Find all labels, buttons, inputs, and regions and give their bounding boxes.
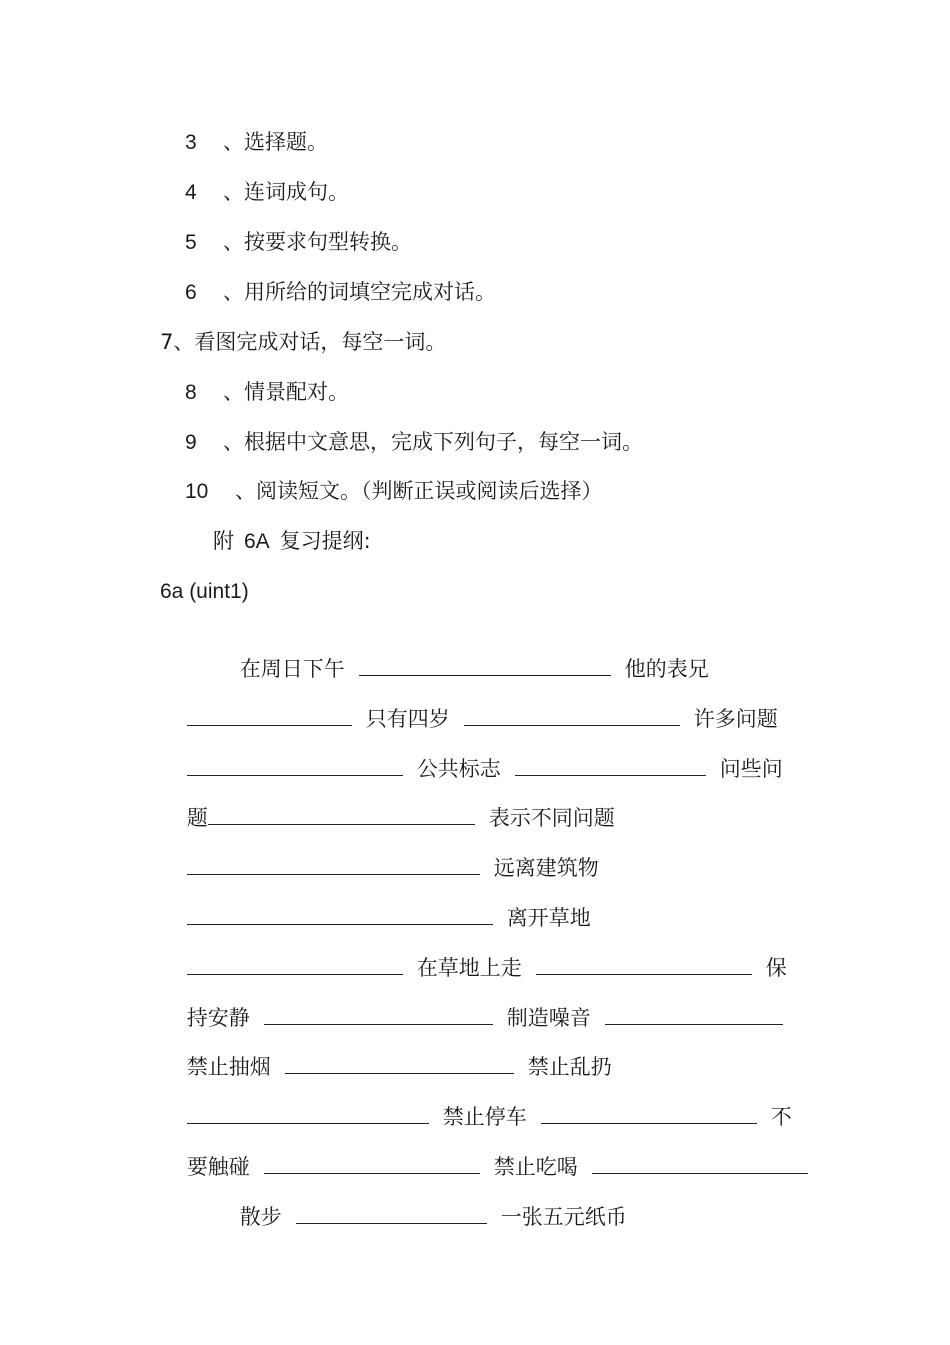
item-text: 、选择题。	[223, 130, 328, 154]
phrase: 许多问题	[693, 707, 778, 731]
phrase: 禁止抽烟	[186, 1055, 271, 1079]
list-item	[185, 278, 496, 307]
answer-blank[interactable]	[296, 1203, 487, 1224]
item-text: 、根据中文意思，完成下列句子，每空一词。	[223, 430, 643, 454]
item-number: 8	[185, 381, 197, 404]
answer-blank[interactable]	[187, 1103, 429, 1124]
item-number: 5	[185, 231, 197, 254]
list-item	[185, 378, 349, 407]
unit-heading: 6a (uint1)	[160, 580, 249, 603]
answer-blank[interactable]	[359, 655, 611, 676]
list-item	[185, 128, 328, 157]
answer-blank[interactable]	[592, 1153, 808, 1174]
list-item	[160, 328, 446, 356]
blank-line	[213, 1175, 627, 1259]
appendix-title: 复习提纲:	[279, 529, 371, 553]
phrase: 在周日下午	[239, 657, 345, 681]
item-number: 4	[185, 181, 197, 204]
phrase: 保	[765, 956, 787, 980]
answer-blank[interactable]	[187, 705, 352, 726]
phrase: 禁止吃喝	[493, 1155, 578, 1179]
answer-blank[interactable]	[464, 705, 680, 726]
phrase: 在草地上走	[416, 956, 522, 980]
phrase: 表示不同问题	[488, 806, 615, 830]
phrase: 持安静	[186, 1006, 250, 1030]
item-number: 10	[185, 480, 209, 503]
answer-blank[interactable]	[187, 755, 403, 776]
phrase: 不	[770, 1105, 792, 1129]
phrase: 禁止乱扔	[527, 1055, 612, 1079]
phrase: 他的表兄	[624, 657, 709, 681]
item-text: 、用所给的词填空完成对话。	[223, 280, 496, 304]
list-item	[185, 178, 349, 207]
answer-blank[interactable]	[605, 1004, 783, 1025]
appendix-heading	[213, 527, 371, 556]
item-text: 、按要求句型转换。	[223, 230, 412, 254]
answer-blank[interactable]	[264, 1153, 480, 1174]
item-number: 9	[185, 431, 197, 454]
phrase: 远离建筑物	[493, 856, 599, 880]
item-text: 、阅读短文。（判断正误或阅读后选择）	[235, 479, 603, 503]
phrase: 公共标志	[416, 757, 501, 781]
answer-blank[interactable]	[187, 854, 480, 875]
phrase: 要触碰	[186, 1155, 250, 1179]
list-item	[185, 477, 603, 506]
phrase: 一张五元纸币	[500, 1205, 627, 1229]
answer-blank[interactable]	[187, 954, 403, 975]
answer-blank[interactable]	[515, 755, 706, 776]
answer-blank[interactable]	[264, 1004, 493, 1025]
answer-blank[interactable]	[536, 954, 752, 975]
phrase: 散步	[239, 1205, 282, 1229]
phrase: 制造噪音	[506, 1006, 591, 1030]
appendix-code: 6A	[244, 530, 270, 553]
phrase: 问些问	[719, 757, 783, 781]
item-number: 6	[185, 281, 197, 304]
answer-blank[interactable]	[285, 1053, 514, 1074]
item-number: 3	[185, 131, 197, 154]
phrase: 离开草地	[506, 906, 591, 930]
phrase: 禁止停车	[442, 1105, 527, 1129]
list-item	[185, 228, 412, 257]
appendix-prefix: 附	[213, 529, 234, 553]
answer-blank[interactable]	[187, 904, 493, 925]
item-text: 、情景配对。	[223, 380, 349, 404]
phrase: 只有四岁	[365, 707, 450, 731]
list-item	[185, 428, 643, 457]
answer-blank[interactable]	[208, 804, 475, 825]
item-text: 7、看图完成对话，每空一词。	[160, 330, 447, 354]
item-text: 、连词成句。	[223, 180, 349, 204]
phrase: 题	[186, 806, 208, 830]
answer-blank[interactable]	[541, 1103, 757, 1124]
